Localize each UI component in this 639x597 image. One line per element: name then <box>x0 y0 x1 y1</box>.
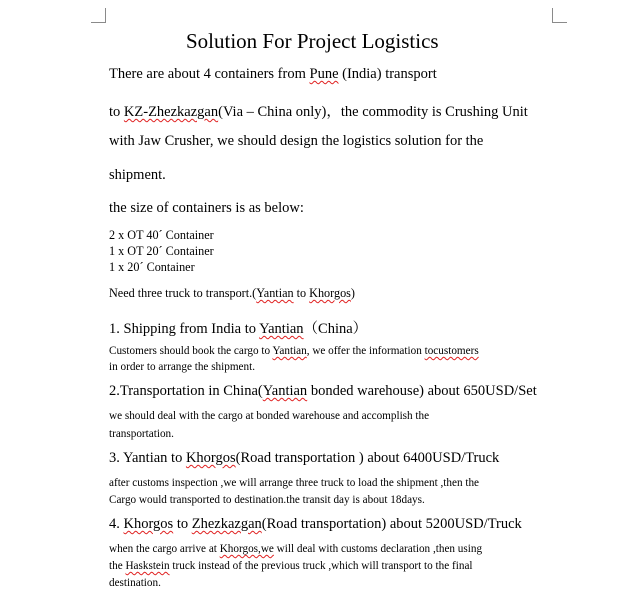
text-run: (Via – China only)，the commodity is Crushing Unit <box>218 104 528 120</box>
section-2-heading <box>109 383 537 400</box>
section-2-body-line: transportation. <box>109 428 174 440</box>
text-run: when the cargo arrive at <box>109 543 220 555</box>
text-run: (Road transportation) about 5200USD/Truck <box>261 516 522 532</box>
spellcheck-word: Khorgos,we <box>219 543 274 555</box>
page-corner-mark-left <box>91 8 106 23</box>
text-run: to <box>109 104 124 120</box>
spellcheck-word: Pune <box>309 66 339 82</box>
spellcheck-word: Khorgos <box>309 286 351 300</box>
container-item: 1 x 20´ Container <box>109 260 195 274</box>
page-title: Solution For Project Logistics <box>186 29 439 53</box>
spellcheck-word: Zhezkazgan <box>191 516 262 532</box>
section-3-body-line: after customs inspection ,we will arrange three truck to load the shipment ,then the <box>109 477 480 489</box>
spellcheck-word: Khorgos <box>123 516 174 532</box>
section-4-body-line: destination. <box>109 577 161 589</box>
spellcheck-word: KZ-Zhezkazgan <box>123 104 219 120</box>
intro-line-3: with Jaw Crusher, we should design the logistics solution for the <box>109 133 484 149</box>
text-run: to <box>173 516 192 532</box>
section-1-body-line: in order to arrange the shipment. <box>109 361 256 373</box>
text-run: , we offer the information <box>306 345 425 357</box>
truck-note <box>109 286 355 301</box>
text-run: will deal with customs declaration ,then using <box>273 543 483 555</box>
text-run: Customers should book the cargo to <box>109 345 273 357</box>
container-item: 2 x OT 40´ Container <box>109 228 214 242</box>
intro-line-1 <box>109 66 437 83</box>
spellcheck-word: Haskstein <box>125 560 170 572</box>
section-3-heading <box>109 450 499 467</box>
section-4-body-line <box>109 560 473 572</box>
section-1-heading <box>109 317 367 338</box>
container-item: 1 x OT 20´ Container <box>109 244 214 258</box>
section-4-heading <box>109 516 522 533</box>
spellcheck-word: Yantian <box>259 321 304 337</box>
intro-line-2 <box>109 100 528 121</box>
text-run: Need three truck to transport.( <box>109 286 257 300</box>
spellcheck-word: Yantian <box>256 286 294 300</box>
text-run: （China） <box>303 321 368 337</box>
text-run: the <box>109 560 126 572</box>
text-run: bonded warehouse) about 650USD/Set <box>307 383 537 399</box>
section-2-body-line: we should deal with the cargo at bonded warehouse and accomplish the <box>109 410 430 422</box>
text-run: 4. <box>109 516 124 532</box>
text-run: (Road transportation ) about 6400USD/Truck <box>235 450 500 466</box>
size-heading: the size of containers is as below: <box>109 200 304 216</box>
text-run: truck instead of the previous truck ,which will transport to the final <box>169 560 473 572</box>
section-4-body-line <box>109 543 482 555</box>
intro-line-4: shipment. <box>109 167 166 183</box>
spellcheck-word: tocustomers <box>424 345 479 357</box>
section-3-body-line: Cargo would transported to destination.the transit day is about 18days. <box>109 494 425 506</box>
section-1-body-line <box>109 345 479 357</box>
text-run: to <box>293 286 310 300</box>
spellcheck-word: Khorgos <box>185 450 236 466</box>
text-run: ) <box>350 286 355 300</box>
text-run: 3. Yantian to <box>109 450 186 466</box>
text-run: There are about 4 containers from <box>109 66 310 82</box>
spellcheck-word: Yantian <box>262 383 308 399</box>
page-corner-mark-right <box>552 8 567 23</box>
spellcheck-word: Yantian <box>272 345 307 357</box>
text-run: 2.Transportation in China( <box>109 383 263 399</box>
text-run: (India) transport <box>338 66 437 82</box>
text-run: 1. Shipping from India to <box>109 321 260 337</box>
